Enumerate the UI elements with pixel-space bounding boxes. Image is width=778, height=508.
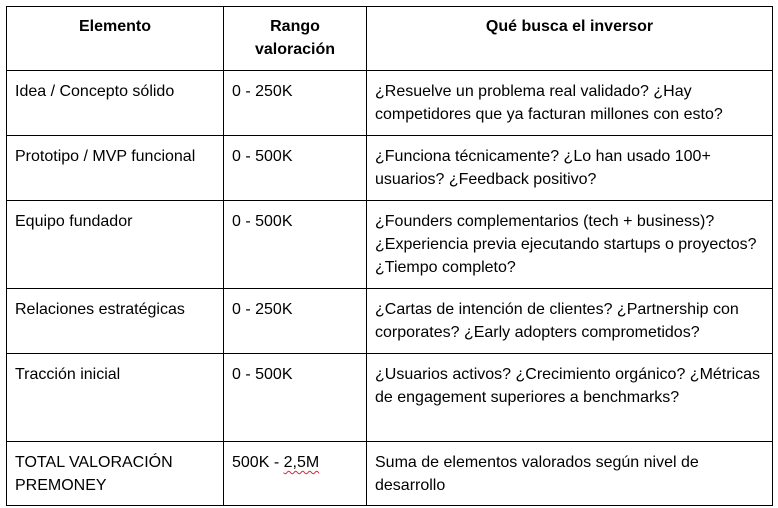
element-cell: Idea / Concepto sólido	[7, 71, 224, 136]
element-cell: Equipo fundador	[7, 201, 224, 289]
investor-cell: ¿Usuarios activos? ¿Crecimiento orgánico? ¿Métricas de engagement superiores a benchmarks?	[367, 354, 773, 442]
table-row	[7, 354, 773, 442]
total-row	[7, 442, 773, 506]
range-cell: 0 - 500K	[224, 201, 367, 289]
table-row	[7, 136, 773, 201]
investor-cell: ¿Founders complementarios (tech + business)? ¿Experiencia previa ejecutando startups o proyectos? ¿Tiempo completo?	[367, 201, 773, 289]
range-cell: 0 - 250K	[224, 71, 367, 136]
investor-cell: ¿Cartas de intención de clientes? ¿Partnership con corporates? ¿Early adopters comprometidos?	[367, 289, 773, 354]
total-description: Suma de elementos valorados según nivel de desarrollo	[367, 442, 773, 506]
table-row	[7, 289, 773, 354]
total-range-min: 500K -	[232, 454, 284, 471]
total-range	[224, 442, 367, 506]
header-que-busca-inversor: Qué busca el inversor	[367, 7, 773, 71]
total-label: TOTAL VALORACIÓN PREMONEY	[7, 442, 224, 506]
spellcheck-flagged-text: 2,5M	[283, 454, 320, 471]
table-row	[7, 201, 773, 289]
header-rango-valoracion: Rango valoración	[224, 7, 367, 71]
table-header-row	[7, 7, 773, 71]
range-cell: 0 - 500K	[224, 354, 367, 442]
range-cell: 0 - 250K	[224, 289, 367, 354]
valuation-table	[6, 6, 773, 506]
table-row	[7, 71, 773, 136]
range-cell: 0 - 500K	[224, 136, 367, 201]
element-cell: Prototipo / MVP funcional	[7, 136, 224, 201]
element-cell: Relaciones estratégicas	[7, 289, 224, 354]
element-cell: Tracción inicial	[7, 354, 224, 442]
header-elemento: Elemento	[7, 7, 224, 71]
investor-cell: ¿Resuelve un problema real validado? ¿Hay competidores que ya facturan millones con esto?	[367, 71, 773, 136]
investor-cell: ¿Funciona técnicamente? ¿Lo han usado 100+ usuarios? ¿Feedback positivo?	[367, 136, 773, 201]
